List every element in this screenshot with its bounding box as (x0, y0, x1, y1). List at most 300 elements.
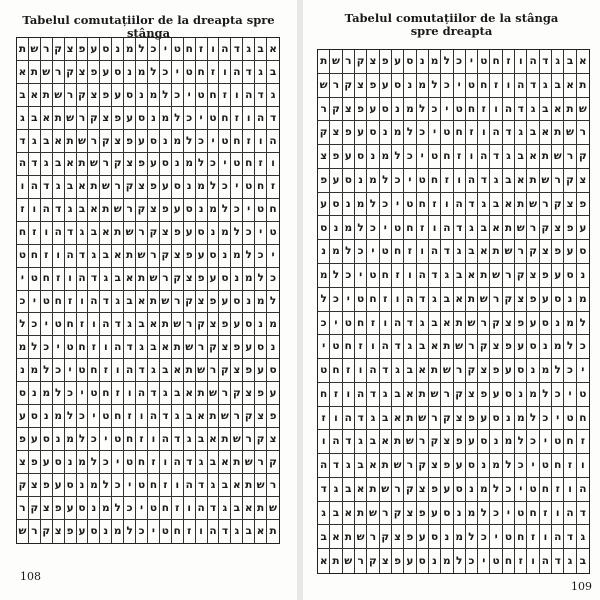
table-cell: ר (231, 405, 243, 428)
table-cell: ד (343, 430, 355, 454)
table-cell: כ (148, 38, 160, 61)
table-cell: צ (466, 383, 478, 407)
table-cell: י (429, 121, 441, 145)
table-cell: ט (380, 240, 392, 264)
table-cell: ע (267, 382, 279, 405)
table-cell: א (53, 130, 65, 153)
table-cell: פ (564, 216, 576, 240)
table-cell: ד (231, 38, 243, 61)
table-cell: ט (184, 61, 196, 84)
table-cell: ש (564, 121, 576, 145)
table-cell: ה (429, 240, 441, 264)
table-cell: פ (41, 474, 53, 497)
table-cell: ר (429, 407, 441, 431)
table-cell: ק (330, 98, 342, 122)
table-cell: פ (367, 74, 379, 98)
table-cell: ו (441, 193, 453, 217)
table-cell: ר (17, 497, 29, 520)
table-cell: ע (243, 336, 255, 359)
table-cell: ו (219, 61, 231, 84)
table-cell: ט (318, 359, 330, 383)
table-cell: ה (552, 525, 564, 549)
table-cell: כ (540, 407, 552, 431)
table-cell: נ (540, 335, 552, 359)
table-cell: ג (124, 313, 136, 336)
table-cell: ד (184, 451, 196, 474)
table-cell: ש (404, 430, 416, 454)
table-cell: ע (318, 193, 330, 217)
table-cell: ק (160, 245, 172, 268)
table-cell: ע (355, 121, 367, 145)
table-cell: ד (392, 335, 404, 359)
table-cell: י (255, 222, 267, 245)
table-cell: כ (392, 169, 404, 193)
table-cell: ב (330, 502, 342, 526)
table-cell: ת (243, 474, 255, 497)
table-cell: ת (380, 454, 392, 478)
table-cell: ל (540, 383, 552, 407)
table-cell: ז (243, 130, 255, 153)
table-cell: ש (255, 474, 267, 497)
table-cell: ע (136, 130, 148, 153)
table-cell: ל (330, 264, 342, 288)
table-cell: י (41, 313, 53, 336)
table-cell: ח (41, 268, 53, 291)
table-cell: נ (65, 451, 77, 474)
table-cell: ס (515, 359, 527, 383)
table-cell: ח (136, 451, 148, 474)
table-cell: צ (267, 428, 279, 451)
table-cell: ח (367, 288, 379, 312)
table-cell: פ (577, 193, 589, 217)
table-cell: ג (503, 145, 515, 169)
table-cell: ט (330, 335, 342, 359)
table-cell: מ (355, 193, 367, 217)
table-cell: פ (184, 245, 196, 268)
table-cell: נ (160, 130, 172, 153)
table-cell: פ (160, 199, 172, 222)
table-cell: ו (208, 38, 220, 61)
table-cell: ר (41, 38, 53, 61)
table-cell: ל (88, 451, 100, 474)
table-cell: ב (478, 216, 490, 240)
table-cell: ד (65, 222, 77, 245)
table-cell: פ (515, 312, 527, 336)
table-cell: ח (417, 193, 429, 217)
table-cell: ר (88, 130, 100, 153)
table-cell: ב (552, 74, 564, 98)
table-cell: ב (41, 130, 53, 153)
table-cell: ע (160, 176, 172, 199)
table-cell: ט (160, 520, 172, 543)
table-cell: ס (478, 430, 490, 454)
table-cell: ס (380, 98, 392, 122)
table-cell: כ (564, 359, 576, 383)
table-cell: ה (490, 121, 502, 145)
table-cell: נ (255, 313, 267, 336)
table-cell: ז (392, 264, 404, 288)
table-cell: ד (404, 312, 416, 336)
table-cell: ת (540, 145, 552, 169)
table-cell: ש (65, 107, 77, 130)
table-cell: ע (503, 359, 515, 383)
table-cell: ע (255, 359, 267, 382)
table-cell: ס (503, 383, 515, 407)
table-cell: י (172, 61, 184, 84)
table-cell: ל (343, 240, 355, 264)
table-cell: ו (231, 84, 243, 107)
table-cell: י (65, 359, 77, 382)
table-cell: ב (29, 107, 41, 130)
table-cell: מ (540, 359, 552, 383)
table-cell: ט (65, 336, 77, 359)
table-cell: נ (112, 38, 124, 61)
table-cell: ו (540, 525, 552, 549)
table-cell: ס (219, 268, 231, 291)
table-cell: ל (404, 121, 416, 145)
table-cell: ק (267, 451, 279, 474)
table-cell: ש (17, 520, 29, 543)
table-cell: ב (172, 382, 184, 405)
table-cell: צ (53, 520, 65, 543)
table-cell: ת (17, 38, 29, 61)
table-cell: ת (330, 549, 342, 573)
table-cell: י (404, 169, 416, 193)
table-cell: כ (318, 312, 330, 336)
table-cell: פ (392, 549, 404, 573)
table-cell: כ (343, 264, 355, 288)
table-cell: צ (515, 288, 527, 312)
table-cell: י (417, 145, 429, 169)
table-cell: מ (343, 216, 355, 240)
table-cell: ה (41, 199, 53, 222)
table-cell: ה (255, 107, 267, 130)
table-cell: ר (577, 121, 589, 145)
table-cell: ג (490, 169, 502, 193)
table-cell: ל (208, 176, 220, 199)
table-cell: מ (112, 520, 124, 543)
table-cell: ל (196, 153, 208, 176)
table-cell: צ (552, 216, 564, 240)
table-cell: ת (219, 428, 231, 451)
table-cell: ב (219, 474, 231, 497)
table-cell: ש (355, 525, 367, 549)
table-cell: ז (367, 312, 379, 336)
table-cell: ר (441, 383, 453, 407)
table-cell: ג (343, 454, 355, 478)
table-cell: ב (355, 454, 367, 478)
table-cell: כ (231, 199, 243, 222)
table-cell: כ (503, 478, 515, 502)
table-cell: מ (515, 407, 527, 431)
table-cell: ח (515, 525, 527, 549)
table-cell: ז (380, 288, 392, 312)
table-cell: נ (330, 216, 342, 240)
table-cell: צ (454, 407, 466, 431)
table-cell: ה (88, 291, 100, 314)
table-cell: פ (540, 264, 552, 288)
right-commutation-table (317, 49, 590, 574)
table-cell: ל (184, 130, 196, 153)
table-cell: ח (503, 549, 515, 573)
table-cell: צ (243, 382, 255, 405)
table-cell: ע (343, 145, 355, 169)
table-cell: כ (243, 222, 255, 245)
table-cell: פ (552, 240, 564, 264)
table-cell: כ (112, 474, 124, 497)
table-cell: צ (441, 430, 453, 454)
table-cell: ה (148, 405, 160, 428)
table-cell: ש (367, 502, 379, 526)
table-cell: ת (148, 291, 160, 314)
table-cell: ס (466, 454, 478, 478)
table-cell: ש (196, 359, 208, 382)
table-cell: ה (367, 359, 379, 383)
table-cell: ד (136, 359, 148, 382)
table-cell: כ (330, 288, 342, 312)
table-cell: ח (330, 359, 342, 383)
table-cell: ר (53, 61, 65, 84)
table-cell: ו (417, 240, 429, 264)
table-cell: א (441, 312, 453, 336)
table-cell: מ (53, 405, 65, 428)
table-cell: ח (552, 454, 564, 478)
table-cell: ד (196, 474, 208, 497)
table-cell: כ (267, 268, 279, 291)
table-cell: פ (112, 107, 124, 130)
table-cell: ו (267, 153, 279, 176)
table-cell: ו (392, 288, 404, 312)
table-cell: י (454, 74, 466, 98)
table-cell: ו (124, 382, 136, 405)
table-cell: א (404, 383, 416, 407)
table-cell: כ (29, 313, 41, 336)
table-cell: ע (17, 405, 29, 428)
table-cell: ה (136, 382, 148, 405)
table-cell: ו (136, 405, 148, 428)
table-cell: ו (172, 474, 184, 497)
table-cell: ד (552, 549, 564, 573)
table-cell: כ (404, 145, 416, 169)
table-cell: ח (441, 145, 453, 169)
table-cell: א (136, 291, 148, 314)
table-cell: כ (100, 451, 112, 474)
table-cell: ס (231, 291, 243, 314)
table-cell: ת (503, 216, 515, 240)
table-cell: מ (552, 335, 564, 359)
table-cell: ת (255, 497, 267, 520)
table-cell: ל (136, 38, 148, 61)
table-cell: ח (196, 61, 208, 84)
table-cell: ו (380, 312, 392, 336)
table-cell: כ (441, 74, 453, 98)
table-cell: מ (478, 478, 490, 502)
table-cell: י (515, 478, 527, 502)
table-cell: ר (380, 502, 392, 526)
table-cell: ש (267, 497, 279, 520)
table-cell: ק (29, 497, 41, 520)
table-cell: ס (552, 288, 564, 312)
table-cell: ז (417, 216, 429, 240)
table-cell: ס (404, 50, 416, 74)
table-cell: פ (17, 428, 29, 451)
table-cell: ט (231, 153, 243, 176)
table-cell: פ (172, 222, 184, 245)
table-cell: נ (184, 176, 196, 199)
table-cell: נ (577, 264, 589, 288)
table-cell: ר (100, 153, 112, 176)
table-cell: ד (564, 525, 576, 549)
table-cell: ח (65, 313, 77, 336)
table-cell: ל (160, 84, 172, 107)
table-cell: ה (172, 451, 184, 474)
table-cell: א (29, 84, 41, 107)
table-cell: ה (318, 454, 330, 478)
table-cell: ד (527, 74, 539, 98)
table-cell: מ (577, 288, 589, 312)
table-cell: ז (343, 359, 355, 383)
table-cell: ג (577, 525, 589, 549)
table-cell: פ (29, 451, 41, 474)
table-cell: ת (454, 312, 466, 336)
table-cell: ז (112, 382, 124, 405)
table-cell: ד (88, 268, 100, 291)
table-cell: ת (77, 153, 89, 176)
table-cell: ה (267, 130, 279, 153)
table-cell: ב (343, 478, 355, 502)
table-cell: ט (454, 98, 466, 122)
table-cell: צ (100, 107, 112, 130)
table-cell: ה (160, 428, 172, 451)
table-cell: פ (429, 478, 441, 502)
table-cell: ב (88, 222, 100, 245)
table-cell: ט (243, 176, 255, 199)
table-cell: ס (490, 407, 502, 431)
table-cell: י (330, 312, 342, 336)
table-cell: ח (148, 474, 160, 497)
table-cell: ד (490, 145, 502, 169)
table-cell: ב (148, 336, 160, 359)
table-cell: פ (380, 50, 392, 74)
table-cell: ר (318, 98, 330, 122)
table-cell: פ (417, 502, 429, 526)
table-cell: ב (564, 50, 576, 74)
table-cell: צ (355, 74, 367, 98)
table-cell: ל (243, 245, 255, 268)
table-cell: נ (355, 169, 367, 193)
table-cell: ה (208, 520, 220, 543)
table-cell: י (367, 240, 379, 264)
table-cell: כ (552, 383, 564, 407)
table-cell: ד (380, 359, 392, 383)
table-cell: פ (490, 359, 502, 383)
table-cell: ט (490, 549, 502, 573)
table-cell: י (208, 130, 220, 153)
table-cell: ל (454, 549, 466, 573)
table-cell: פ (65, 520, 77, 543)
table-cell: כ (88, 428, 100, 451)
table-cell: כ (136, 520, 148, 543)
table-cell: ק (552, 193, 564, 217)
table-cell: כ (380, 193, 392, 217)
table-cell: מ (255, 291, 267, 314)
table-cell: ז (88, 336, 100, 359)
table-cell: ת (417, 383, 429, 407)
table-cell: ב (540, 98, 552, 122)
table-cell: פ (77, 38, 89, 61)
table-cell: א (540, 121, 552, 145)
table-cell: נ (454, 502, 466, 526)
table-cell: ק (392, 502, 404, 526)
table-cell: צ (343, 98, 355, 122)
table-cell: ר (466, 335, 478, 359)
table-cell: ז (65, 291, 77, 314)
table-cell: ח (88, 359, 100, 382)
table-cell: ק (243, 405, 255, 428)
table-cell: מ (184, 153, 196, 176)
table-cell: א (355, 478, 367, 502)
table-cell: ז (255, 153, 267, 176)
table-cell: א (172, 359, 184, 382)
table-cell: ל (466, 525, 478, 549)
table-cell: י (53, 336, 65, 359)
table-cell: ס (196, 222, 208, 245)
table-cell: ת (515, 193, 527, 217)
table-cell: ש (318, 74, 330, 98)
table-cell: ו (17, 176, 29, 199)
table-cell: ז (429, 193, 441, 217)
table-cell: ד (53, 199, 65, 222)
table-cell: ד (29, 153, 41, 176)
table-cell: ק (454, 383, 466, 407)
table-cell: ע (392, 50, 404, 74)
table-cell: ב (184, 405, 196, 428)
table-cell: ג (552, 50, 564, 74)
table-cell: ל (355, 216, 367, 240)
table-cell: ג (77, 222, 89, 245)
table-cell: א (429, 335, 441, 359)
table-cell: ג (441, 264, 453, 288)
table-cell: ו (478, 121, 490, 145)
table-cell: ק (41, 520, 53, 543)
table-cell: ש (208, 382, 220, 405)
table-cell: מ (208, 199, 220, 222)
table-cell: ע (196, 245, 208, 268)
table-cell: ב (255, 38, 267, 61)
table-cell: ב (429, 312, 441, 336)
table-cell: ש (552, 145, 564, 169)
table-cell: ר (124, 199, 136, 222)
table-cell: י (466, 50, 478, 74)
table-cell: ע (41, 451, 53, 474)
table-cell: ז (330, 383, 342, 407)
table-cell: ר (184, 313, 196, 336)
table-cell: ו (515, 50, 527, 74)
table-cell: נ (17, 359, 29, 382)
table-cell: ו (88, 313, 100, 336)
table-cell: ס (77, 497, 89, 520)
table-cell: ט (577, 383, 589, 407)
table-cell: פ (124, 130, 136, 153)
table-cell: ח (100, 382, 112, 405)
table-cell: ח (540, 478, 552, 502)
table-cell: מ (65, 428, 77, 451)
table-cell: נ (267, 336, 279, 359)
table-cell: ר (148, 245, 160, 268)
table-cell: ע (208, 268, 220, 291)
table-cell: י (219, 153, 231, 176)
table-cell: ע (564, 240, 576, 264)
